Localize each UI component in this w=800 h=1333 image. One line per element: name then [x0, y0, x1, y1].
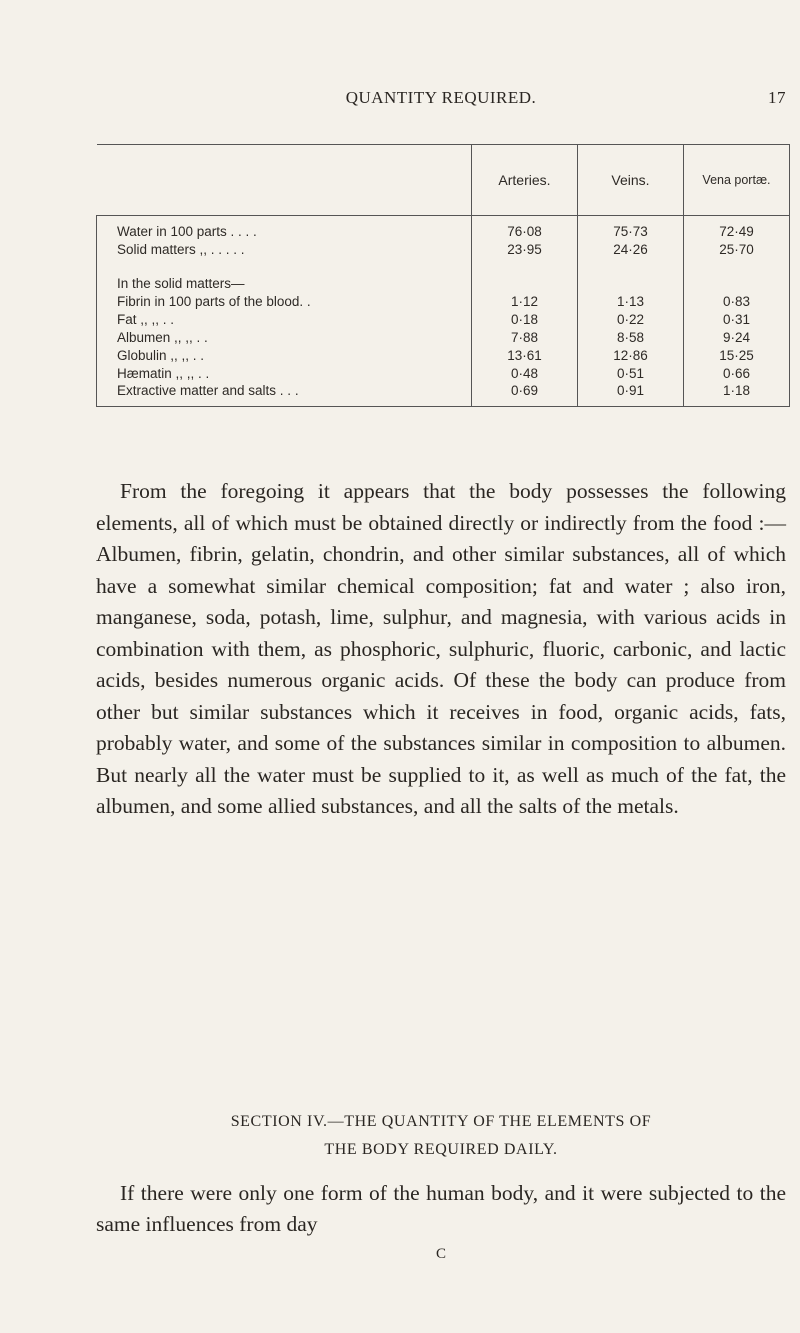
- row-label: Fat ,, ,, . .: [97, 310, 472, 328]
- cell-value: 0·69: [471, 382, 577, 407]
- cell-value: 76·08: [471, 216, 577, 241]
- row-label: Albumen ,, ,, . .: [97, 328, 472, 346]
- row-label: Solid matters ,, . . . . .: [97, 240, 472, 258]
- cell-value: 8·58: [577, 328, 683, 346]
- cell-value: 0·48: [471, 364, 577, 382]
- cell-value: 1·12: [471, 292, 577, 310]
- cell-value: 1·18: [683, 382, 789, 407]
- cell-value: 12·86: [577, 346, 683, 364]
- row-label: Hæmatin ,, ,, . .: [97, 364, 472, 382]
- row-label: Globulin ,, ,, . .: [97, 346, 472, 364]
- column-header-veins: Veins.: [577, 145, 683, 216]
- table-section-row: [97, 274, 790, 292]
- section-label: In the solid matters—: [97, 274, 472, 292]
- cell-value: 0·22: [577, 310, 683, 328]
- row-label: Extractive matter and salts . . .: [97, 382, 472, 407]
- table-row: [97, 346, 790, 364]
- table-row: [97, 292, 790, 310]
- signature-mark: C: [435, 1246, 446, 1262]
- cell-value: 15·25: [683, 346, 789, 364]
- table-row: [97, 310, 790, 328]
- cell-value: 0·83: [683, 292, 789, 310]
- row-label: Water in 100 parts . . . .: [97, 216, 472, 241]
- cell-value: 24·26: [577, 240, 683, 258]
- blood-composition-table: [96, 144, 790, 407]
- table-row: [97, 328, 790, 346]
- section-heading-line: THE BODY REQUIRED DAILY.: [324, 1141, 558, 1158]
- section-heading-line: SECTION IV.—THE QUANTITY OF THE ELEMENTS OF: [230, 1113, 652, 1130]
- body-paragraph: If there were only one form of the human body, and it were subjected to the same influences from day: [96, 1181, 786, 1236]
- column-header-arteries: Arteries.: [471, 145, 577, 216]
- body-paragraph: From the foregoing it appears that the body possesses the following elements, all of which must be obtained directly or indirectly from the food :—Albumen, fibrin, gelatin, chondrin, and other similar substances, all of which have a somewhat similar chemical composition; fat and water ; also iron, manganese, soda, potash, lime, sulphur, and magnesia, with various acids in combination with them, as phosphoric, sulphuric, fluoric, carbonic, and lactic acids, besides numerous organic acids. Of these the body can produce from other but similar substances which it receives in food, organic acids, fats, probably water, and some of the substances similar in composition to albumen. But nearly all the water must be supplied to it, as well as much of the fat, the albumen, and some allied substances, and all the salts of the metals.: [96, 479, 786, 818]
- row-label: Fibrin in 100 parts of the blood. .: [97, 292, 472, 310]
- cell-value: 75·73: [577, 216, 683, 241]
- table-header-row: [97, 145, 790, 216]
- running-head: [96, 88, 786, 112]
- table-row: [97, 364, 790, 382]
- cell-value: 1·13: [577, 292, 683, 310]
- cell-value: 25·70: [683, 240, 789, 258]
- cell-value: 23·95: [471, 240, 577, 258]
- table-row: [97, 240, 790, 258]
- cell-value: 0·66: [683, 364, 789, 382]
- cell-value: 9·24: [683, 328, 789, 346]
- page-number: 17: [768, 88, 786, 107]
- table-row: [97, 216, 790, 241]
- cell-value: 72·49: [683, 216, 789, 241]
- cell-value: 0·91: [577, 382, 683, 407]
- table-row: [97, 382, 790, 407]
- cell-value: 0·31: [683, 310, 789, 328]
- header-blank-cell: [97, 145, 472, 216]
- section-heading: [96, 1108, 786, 1164]
- cell-value: 0·18: [471, 310, 577, 328]
- column-header-vena-portae: Vena portæ.: [683, 145, 789, 216]
- running-title: QUANTITY REQUIRED.: [345, 88, 537, 107]
- cell-value: 7·88: [471, 328, 577, 346]
- cell-value: 0·51: [577, 364, 683, 382]
- cell-value: 13·61: [471, 346, 577, 364]
- table-spacer-row: [97, 258, 790, 274]
